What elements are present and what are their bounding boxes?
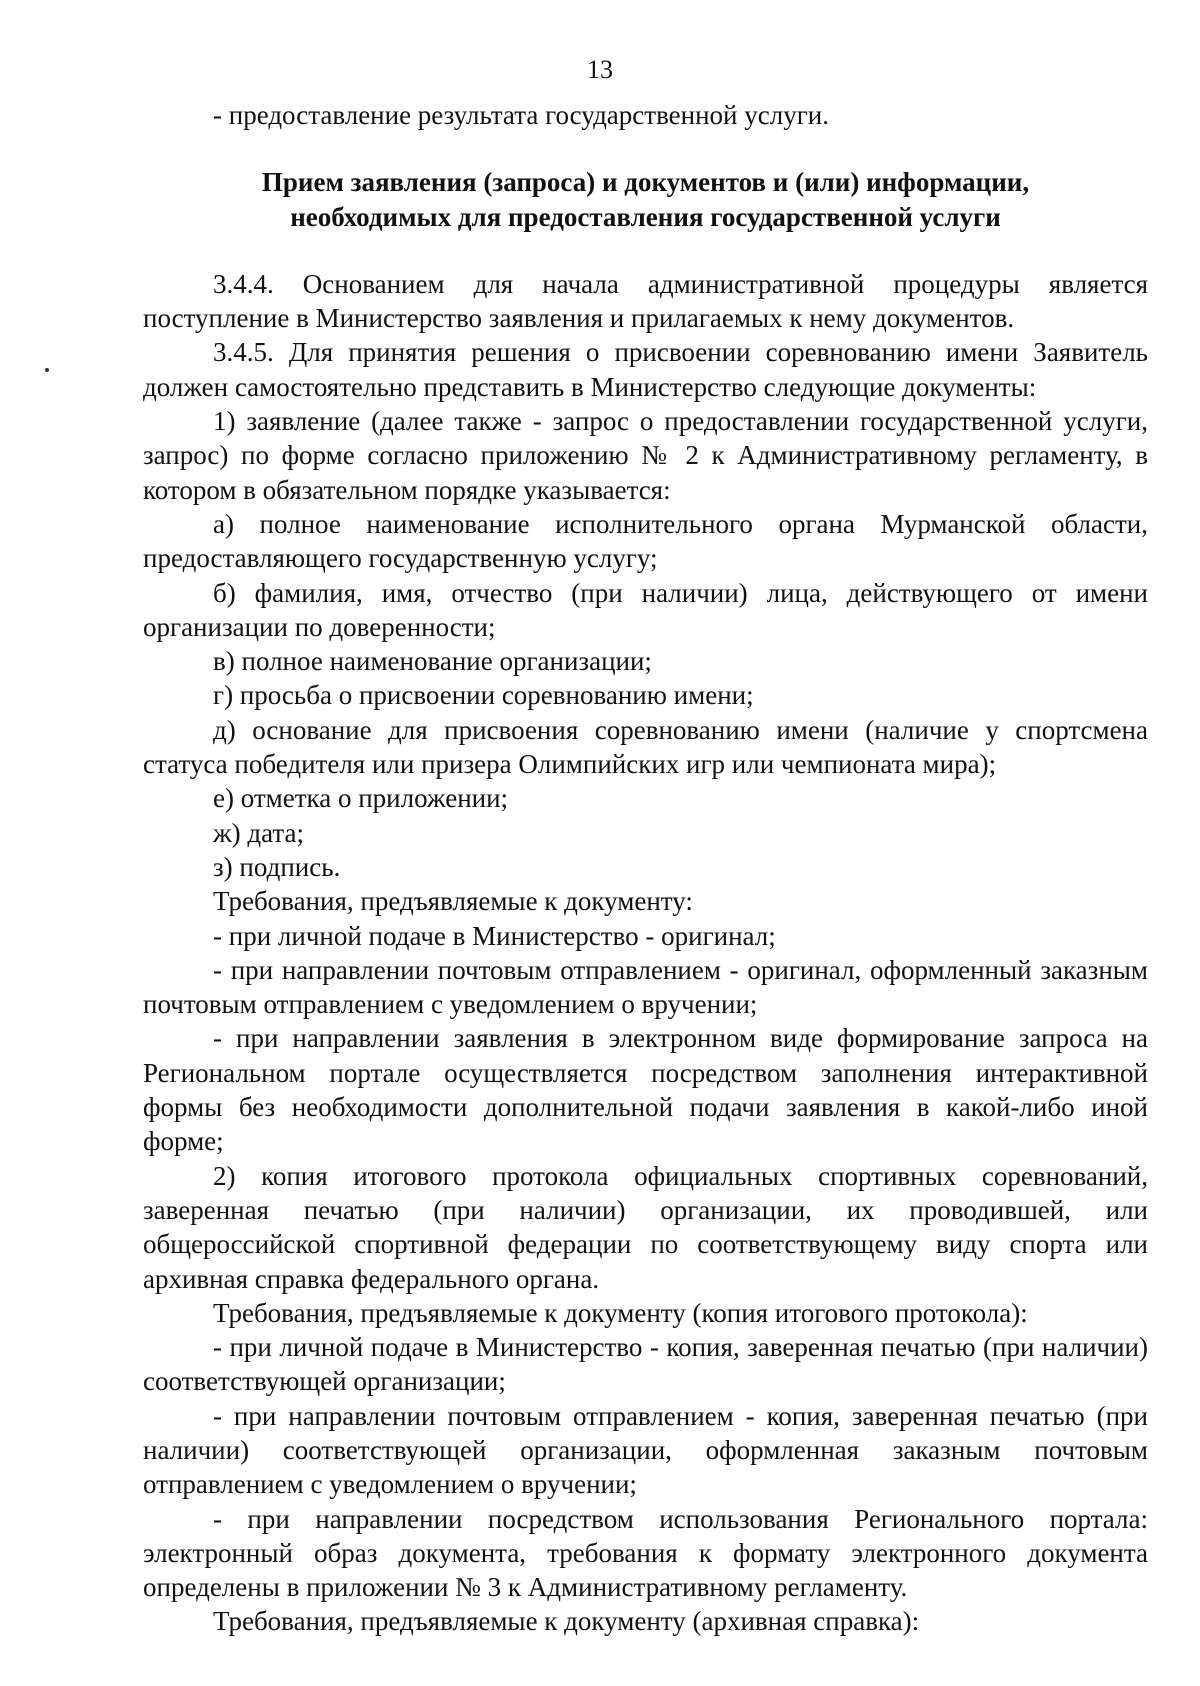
item-g: г) просьба о присвоении соревнованию имени; bbox=[213, 680, 754, 711]
item-e: е) отметка о приложении; bbox=[213, 783, 509, 814]
paragraph-3-4-4: 3.4.4. Основанием для начала административной процедуры является поступление в Министерство заявления и прилагаемых к нему документов. bbox=[143, 268, 1148, 334]
item-2-protocol-copy: 2) копия итогового протокола официальных спортивных соревнований, заверенная печатью (при наличии) организации, их проводившей, или общероссийской спортивной федерации по соответствующему виду спорта или архивная справка федерального органа. bbox=[143, 1160, 1148, 1294]
document-body bbox=[143, 98, 1148, 1639]
item-1-application: 1) заявление (далее также - запрос о предоставлении государственной услуги, запрос) по форме согласно приложению № 2 к Административному регламенту, в котором в обязательном порядке указывается: bbox=[143, 406, 1148, 505]
paragraph-3-4-5: 3.4.5. Для принятия решения о присвоении соревнованию имени Заявитель должен самостоятельно представить в Министерство следующие документы: bbox=[143, 337, 1148, 402]
section-heading-line-2: необходимых для предоставления государственной услуги bbox=[290, 201, 1001, 232]
item-v: в) полное наименование организации; bbox=[213, 646, 652, 677]
page-number: 13 bbox=[587, 55, 613, 84]
requirements-heading-1: Требования, предъявляемые к документу: bbox=[213, 886, 693, 917]
item-zh: ж) дата; bbox=[213, 817, 305, 848]
requirement-copy-postal: - при направлении почтовым отправлением - копия, заверенная печатью (при наличии) соответствующей организации, оформленная заказным почтовым отправлением с уведомлением о вручении; bbox=[143, 1400, 1148, 1500]
item-a: а) полное наименование исполнительного органа Мурманской области, предоставляющего государственную услугу; bbox=[143, 508, 1148, 574]
item-b: б) фамилия, имя, отчество (при наличии) лица, действующего от имени организации по доверенности; bbox=[143, 577, 1148, 642]
section-heading bbox=[143, 165, 1148, 234]
requirement-postal: - при направлении почтовым отправлением - оригинал, оформленный заказным почтовым отправлением с уведомлением о вручении; bbox=[143, 954, 1148, 1020]
requirement-copy-portal: - при направлении посредством использования Регионального портала: электронный образ документа, требования к формату электронного документа определены в приложении № 3 к Административному регламенту. bbox=[143, 1503, 1148, 1603]
section-heading-line-1: Прием заявления (запроса) и документов и (или) информации, bbox=[261, 167, 1030, 198]
item-z: з) подпись. bbox=[213, 851, 341, 882]
requirements-heading-2: Требования, предъявляемые к документу (копия итогового протокола): bbox=[213, 1297, 1028, 1328]
requirement-electronic: - при направлении заявления в электронном виде формирование запроса на Региональном портале осуществляется посредством заполнения интерактивной формы без необходимости дополнительной подачи заявления в какой-либо иной форме; bbox=[143, 1023, 1148, 1157]
requirements-heading-3: Требования, предъявляемые к документу (архивная справка): bbox=[213, 1606, 920, 1637]
item-d: д) основание для присвоения соревнованию имени (наличие у спортсмена статуса победителя или призера Олимпийских игр или чемпионата мира); bbox=[143, 714, 1148, 780]
requirement-copy-personal: - при личной подаче в Министерство - копия, заверенная печатью (при наличии) соответствующей организации; bbox=[143, 1332, 1148, 1397]
intro-line: - предоставление результата государственной услуги. bbox=[213, 100, 829, 130]
margin-dot bbox=[45, 368, 49, 372]
requirement-personal-submission: - при личной подаче в Министерство - оригинал; bbox=[213, 920, 776, 951]
